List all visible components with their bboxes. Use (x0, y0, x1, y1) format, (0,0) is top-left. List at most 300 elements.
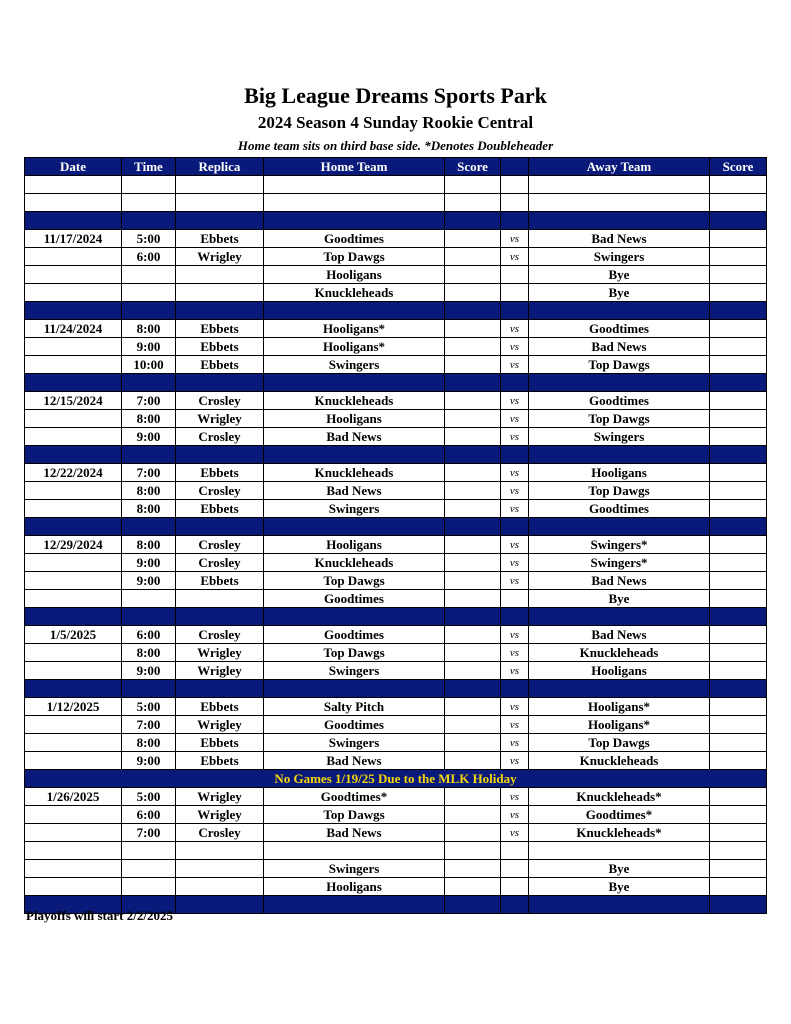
separator-cell (122, 446, 176, 464)
date-cell: 1/26/2025 (25, 788, 122, 806)
time-cell: 9:00 (122, 662, 176, 680)
time-cell: 8:00 (122, 410, 176, 428)
home-team-cell: Top Dawgs (264, 806, 445, 824)
time-cell: 5:00 (122, 698, 176, 716)
date-cell (25, 410, 122, 428)
separator-cell (529, 680, 710, 698)
replica-cell: Crosley (176, 824, 264, 842)
separator-cell (176, 518, 264, 536)
away-team-cell: Bye (529, 266, 710, 284)
document-note: Home team sits on third base side. *Denotes Doubleheader (237, 138, 554, 153)
separator-cell (710, 446, 767, 464)
away-score-cell (710, 176, 767, 194)
date-cell (25, 554, 122, 572)
header-row (25, 158, 767, 176)
separator-cell (122, 680, 176, 698)
separator-cell (501, 302, 529, 320)
schedule-body (25, 158, 767, 914)
away-score-cell (710, 734, 767, 752)
header-home-team: Home Team (264, 158, 445, 176)
home-score-cell (445, 572, 501, 590)
time-cell: 5:00 (122, 230, 176, 248)
date-cell (25, 266, 122, 284)
home-team-cell (264, 842, 445, 860)
away-team-cell: Hooligans* (529, 698, 710, 716)
separator-cell (122, 518, 176, 536)
vs-cell (501, 176, 529, 194)
away-team-cell: Hooligans (529, 464, 710, 482)
document-subtitle: 2024 Season 4 Sunday Rookie Central (257, 113, 534, 132)
separator-cell (122, 212, 176, 230)
date-cell (25, 824, 122, 842)
game-row (25, 626, 767, 644)
time-cell: 8:00 (122, 644, 176, 662)
home-team-cell: Swingers (264, 662, 445, 680)
home-score-cell (445, 338, 501, 356)
header-home-score: Score (445, 158, 501, 176)
separator-cell (445, 680, 501, 698)
home-score-cell (445, 284, 501, 302)
separator-cell (445, 212, 501, 230)
replica-cell (176, 284, 264, 302)
header-date: Date (25, 158, 122, 176)
separator-row (25, 518, 767, 536)
separator-row (25, 212, 767, 230)
replica-cell: Ebbets (176, 572, 264, 590)
away-team-cell: Hooligans (529, 662, 710, 680)
separator-cell (710, 896, 767, 914)
vs-cell: vs (501, 788, 529, 806)
home-score-cell (445, 752, 501, 770)
away-score-cell (710, 662, 767, 680)
header-replica: Replica (176, 158, 264, 176)
replica-cell: Ebbets (176, 230, 264, 248)
vs-cell: vs (501, 230, 529, 248)
date-cell: 1/12/2025 (25, 698, 122, 716)
away-score-cell (710, 230, 767, 248)
away-score-cell (710, 428, 767, 446)
home-score-cell (445, 356, 501, 374)
vs-cell: vs (501, 662, 529, 680)
game-row (25, 572, 767, 590)
replica-cell: Crosley (176, 392, 264, 410)
away-score-cell (710, 356, 767, 374)
away-score-cell (710, 266, 767, 284)
date-cell (25, 176, 122, 194)
header-vs (501, 158, 529, 176)
game-row (25, 806, 767, 824)
vs-cell: vs (501, 500, 529, 518)
home-score-cell (445, 626, 501, 644)
replica-cell: Crosley (176, 482, 264, 500)
replica-cell (176, 860, 264, 878)
date-cell (25, 500, 122, 518)
separator-cell (176, 446, 264, 464)
home-score-cell (445, 860, 501, 878)
home-team-cell: Hooligans (264, 536, 445, 554)
game-row (25, 752, 767, 770)
home-team-cell: Bad News (264, 482, 445, 500)
home-team-cell: Swingers (264, 500, 445, 518)
separator-cell (25, 374, 122, 392)
time-cell (122, 194, 176, 212)
vs-cell (501, 194, 529, 212)
replica-cell: Wrigley (176, 788, 264, 806)
game-row (25, 536, 767, 554)
home-team-cell: Hooligans* (264, 320, 445, 338)
home-score-cell (445, 428, 501, 446)
vs-cell (501, 284, 529, 302)
separator-cell (529, 212, 710, 230)
holiday-note-row (25, 770, 767, 788)
away-score-cell (710, 572, 767, 590)
home-team-cell: Goodtimes (264, 716, 445, 734)
home-team-cell: Knuckleheads (264, 284, 445, 302)
home-team-cell: Bad News (264, 752, 445, 770)
away-score-cell (710, 500, 767, 518)
date-cell (25, 356, 122, 374)
vs-cell: vs (501, 392, 529, 410)
game-row (25, 878, 767, 896)
home-score-cell (445, 734, 501, 752)
separator-cell (264, 212, 445, 230)
separator-cell (264, 302, 445, 320)
home-score-cell (445, 824, 501, 842)
replica-cell (176, 878, 264, 896)
separator-cell (445, 302, 501, 320)
date-cell: 12/22/2024 (25, 464, 122, 482)
home-team-cell: Knuckleheads (264, 392, 445, 410)
home-score-cell (445, 788, 501, 806)
replica-cell: Wrigley (176, 410, 264, 428)
vs-cell: vs (501, 752, 529, 770)
time-cell: 7:00 (122, 464, 176, 482)
home-score-cell (445, 878, 501, 896)
game-row (25, 320, 767, 338)
time-cell (122, 266, 176, 284)
game-row (25, 698, 767, 716)
separator-cell (529, 302, 710, 320)
game-row (25, 464, 767, 482)
separator-cell (25, 608, 122, 626)
separator-cell (710, 212, 767, 230)
time-cell: 9:00 (122, 554, 176, 572)
away-team-cell (529, 842, 710, 860)
vs-cell: vs (501, 554, 529, 572)
separator-cell (501, 680, 529, 698)
replica-cell: Crosley (176, 554, 264, 572)
separator-cell (264, 374, 445, 392)
date-cell (25, 716, 122, 734)
away-team-cell: Goodtimes (529, 500, 710, 518)
away-score-cell (710, 464, 767, 482)
home-team-cell: Goodtimes (264, 230, 445, 248)
home-score-cell (445, 500, 501, 518)
away-team-cell: Bye (529, 590, 710, 608)
time-cell: 8:00 (122, 320, 176, 338)
game-row (25, 266, 767, 284)
home-score-cell (445, 194, 501, 212)
date-cell (25, 860, 122, 878)
time-cell: 5:00 (122, 788, 176, 806)
vs-cell (501, 842, 529, 860)
home-team-cell: Swingers (264, 734, 445, 752)
away-team-cell: Top Dawgs (529, 410, 710, 428)
home-score-cell (445, 248, 501, 266)
home-team-cell: Swingers (264, 356, 445, 374)
home-score-cell (445, 482, 501, 500)
away-score-cell (710, 536, 767, 554)
away-score-cell (710, 842, 767, 860)
away-team-cell (529, 194, 710, 212)
separator-cell (122, 608, 176, 626)
home-score-cell (445, 806, 501, 824)
time-cell: 10:00 (122, 356, 176, 374)
away-team-cell: Knuckleheads* (529, 824, 710, 842)
time-cell: 6:00 (122, 626, 176, 644)
away-team-cell: Goodtimes* (529, 806, 710, 824)
separator-cell (710, 608, 767, 626)
separator-cell (445, 896, 501, 914)
home-score-cell (445, 230, 501, 248)
game-row (25, 428, 767, 446)
game-row (25, 788, 767, 806)
date-cell (25, 338, 122, 356)
away-score-cell (710, 410, 767, 428)
date-cell (25, 806, 122, 824)
vs-cell (501, 590, 529, 608)
separator-row (25, 374, 767, 392)
replica-cell (176, 842, 264, 860)
time-cell: 7:00 (122, 824, 176, 842)
away-team-cell: Swingers (529, 248, 710, 266)
game-row (25, 500, 767, 518)
home-score-cell (445, 842, 501, 860)
home-team-cell: Bad News (264, 824, 445, 842)
home-team-cell: Knuckleheads (264, 464, 445, 482)
separator-cell (710, 518, 767, 536)
time-cell: 6:00 (122, 248, 176, 266)
replica-cell (176, 194, 264, 212)
away-score-cell (710, 698, 767, 716)
away-team-cell: Knuckleheads (529, 752, 710, 770)
date-cell (25, 428, 122, 446)
away-team-cell: Hooligans* (529, 716, 710, 734)
away-team-cell: Top Dawgs (529, 482, 710, 500)
away-team-cell: Goodtimes (529, 320, 710, 338)
vs-cell: vs (501, 536, 529, 554)
separator-row (25, 680, 767, 698)
date-cell (25, 662, 122, 680)
vs-cell: vs (501, 356, 529, 374)
time-cell: 8:00 (122, 734, 176, 752)
replica-cell (176, 176, 264, 194)
separator-cell (710, 680, 767, 698)
header-away-team: Away Team (529, 158, 710, 176)
away-team-cell: Bye (529, 284, 710, 302)
replica-cell (176, 266, 264, 284)
away-team-cell: Swingers* (529, 554, 710, 572)
vs-cell: vs (501, 698, 529, 716)
blank-row (25, 194, 767, 212)
vs-cell: vs (501, 338, 529, 356)
separator-cell (501, 896, 529, 914)
away-team-cell: Bad News (529, 338, 710, 356)
vs-cell: vs (501, 806, 529, 824)
replica-cell: Crosley (176, 626, 264, 644)
time-cell: 8:00 (122, 500, 176, 518)
home-score-cell (445, 554, 501, 572)
home-score-cell (445, 176, 501, 194)
away-score-cell (710, 590, 767, 608)
home-team-cell (264, 176, 445, 194)
home-score-cell (445, 464, 501, 482)
away-score-cell (710, 824, 767, 842)
separator-cell (529, 896, 710, 914)
replica-cell: Wrigley (176, 716, 264, 734)
vs-cell: vs (501, 824, 529, 842)
separator-cell (264, 896, 445, 914)
replica-cell: Wrigley (176, 806, 264, 824)
separator-cell (122, 302, 176, 320)
separator-cell (264, 608, 445, 626)
replica-cell: Ebbets (176, 356, 264, 374)
separator-cell (264, 518, 445, 536)
game-row (25, 230, 767, 248)
date-cell: 11/17/2024 (25, 230, 122, 248)
game-row (25, 392, 767, 410)
date-cell (25, 752, 122, 770)
game-row (25, 554, 767, 572)
home-score-cell (445, 410, 501, 428)
time-cell (122, 878, 176, 896)
game-row (25, 482, 767, 500)
date-cell (25, 482, 122, 500)
date-cell (25, 644, 122, 662)
blank-row (25, 842, 767, 860)
schedule-table (24, 157, 767, 914)
separator-cell (176, 374, 264, 392)
away-team-cell: Bye (529, 878, 710, 896)
replica-cell: Ebbets (176, 338, 264, 356)
time-cell (122, 842, 176, 860)
home-score-cell (445, 698, 501, 716)
away-score-cell (710, 482, 767, 500)
date-cell (25, 734, 122, 752)
away-team-cell: Top Dawgs (529, 734, 710, 752)
separator-cell (25, 446, 122, 464)
separator-cell (264, 446, 445, 464)
header-time: Time (122, 158, 176, 176)
vs-cell: vs (501, 464, 529, 482)
holiday-note: No Games 1/19/25 Due to the MLK Holiday (25, 770, 767, 788)
away-team-cell: Goodtimes (529, 392, 710, 410)
date-cell (25, 878, 122, 896)
time-cell: 8:00 (122, 482, 176, 500)
away-team-cell (529, 176, 710, 194)
away-score-cell (710, 716, 767, 734)
replica-cell (176, 590, 264, 608)
time-cell (122, 176, 176, 194)
separator-cell (176, 896, 264, 914)
replica-cell: Wrigley (176, 662, 264, 680)
separator-cell (501, 518, 529, 536)
vs-cell: vs (501, 626, 529, 644)
date-cell (25, 284, 122, 302)
vs-cell: vs (501, 572, 529, 590)
replica-cell: Ebbets (176, 698, 264, 716)
vs-cell: vs (501, 248, 529, 266)
game-row (25, 410, 767, 428)
home-score-cell (445, 536, 501, 554)
away-score-cell (710, 806, 767, 824)
home-score-cell (445, 662, 501, 680)
game-row (25, 338, 767, 356)
blank-row (25, 176, 767, 194)
game-row (25, 662, 767, 680)
separator-cell (501, 374, 529, 392)
date-cell (25, 194, 122, 212)
away-score-cell (710, 284, 767, 302)
separator-cell (264, 680, 445, 698)
separator-cell (176, 302, 264, 320)
separator-cell (122, 374, 176, 392)
away-team-cell: Top Dawgs (529, 356, 710, 374)
home-team-cell: Hooligans (264, 410, 445, 428)
separator-cell (25, 518, 122, 536)
time-cell: 7:00 (122, 392, 176, 410)
game-row (25, 644, 767, 662)
away-score-cell (710, 554, 767, 572)
separator-cell (176, 680, 264, 698)
away-score-cell (710, 248, 767, 266)
playoffs-note: Playoffs will start 2/2/2025 (26, 908, 173, 923)
separator-cell (25, 212, 122, 230)
away-score-cell (710, 644, 767, 662)
separator-cell (710, 374, 767, 392)
game-row (25, 860, 767, 878)
away-team-cell: Bad News (529, 572, 710, 590)
home-score-cell (445, 266, 501, 284)
home-team-cell: Hooligans (264, 266, 445, 284)
away-score-cell (710, 320, 767, 338)
time-cell: 7:00 (122, 716, 176, 734)
separator-row (25, 446, 767, 464)
home-score-cell (445, 716, 501, 734)
date-cell: 1/5/2025 (25, 626, 122, 644)
away-team-cell: Knuckleheads (529, 644, 710, 662)
home-score-cell (445, 644, 501, 662)
home-team-cell: Hooligans* (264, 338, 445, 356)
date-cell (25, 590, 122, 608)
home-team-cell: Top Dawgs (264, 644, 445, 662)
separator-cell (710, 302, 767, 320)
game-row (25, 248, 767, 266)
away-team-cell: Bad News (529, 626, 710, 644)
replica-cell: Crosley (176, 428, 264, 446)
date-cell (25, 248, 122, 266)
away-team-cell: Swingers (529, 428, 710, 446)
away-score-cell (710, 878, 767, 896)
time-cell: 9:00 (122, 752, 176, 770)
game-row (25, 716, 767, 734)
separator-cell (501, 446, 529, 464)
separator-cell (445, 608, 501, 626)
home-team-cell: Top Dawgs (264, 248, 445, 266)
away-team-cell: Knuckleheads* (529, 788, 710, 806)
vs-cell (501, 878, 529, 896)
vs-cell: vs (501, 716, 529, 734)
